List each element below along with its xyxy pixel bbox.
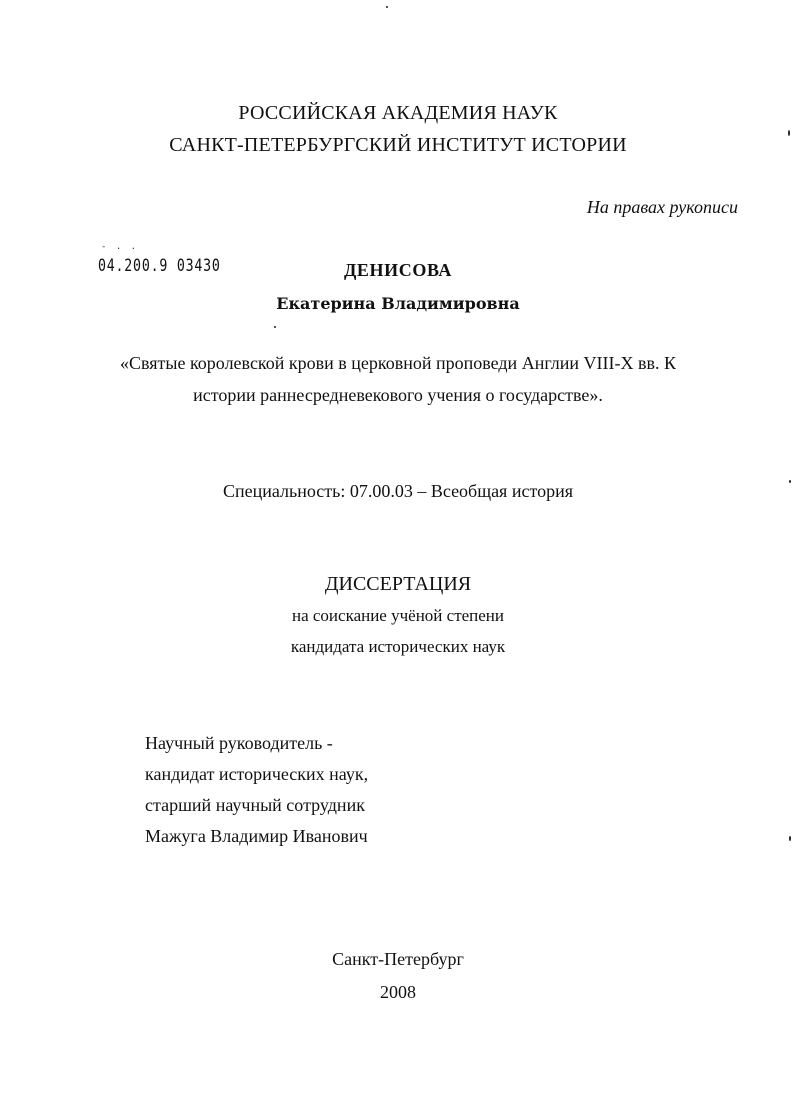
stamp-marks: - . .	[101, 242, 139, 252]
degree-line-2: кандидата исторических наук	[290, 637, 506, 656]
dissertation-title-line-2: истории раннесредневекового учения о государстве».	[193, 385, 603, 405]
author-name: Екатерина Владимировна	[276, 294, 520, 313]
supervisor-position: старший научный сотрудник	[145, 795, 365, 815]
scan-speck	[789, 836, 791, 841]
dissertation-title-line-1: «Святые королевской крови в церковной проповеди Англии VIII-X вв. К	[119, 353, 677, 373]
scan-speck	[274, 326, 276, 328]
footer-city: Санкт-Петербург	[332, 949, 464, 969]
dissertation-heading: ДИССЕРТАЦИЯ	[324, 573, 472, 595]
footer-year: 2008	[380, 982, 416, 1002]
supervisor-degree: кандидат исторических наук,	[145, 764, 369, 784]
author-surname: ДЕНИСОВА	[343, 260, 453, 280]
supervisor-name: Мажуга Владимир Иванович	[145, 826, 368, 846]
supervisor-label: Научный руководитель -	[145, 733, 333, 753]
specialty: Специальность: 07.00.03 – Всеобщая история	[222, 481, 574, 501]
institution-academy: РОССИЙСКАЯ АКАДЕМИЯ НАУК	[238, 102, 558, 124]
institution-institute: САНКТ-ПЕТЕРБУРГСКИЙ ИНСТИТУТ ИСТОРИИ	[169, 134, 627, 156]
degree-line-1: на соискание учёной степени	[291, 606, 505, 625]
manuscript-note: На правах рукописи	[586, 197, 738, 217]
scan-speck	[386, 6, 388, 8]
registration-stamp: 04.200.9 03430	[98, 256, 221, 276]
